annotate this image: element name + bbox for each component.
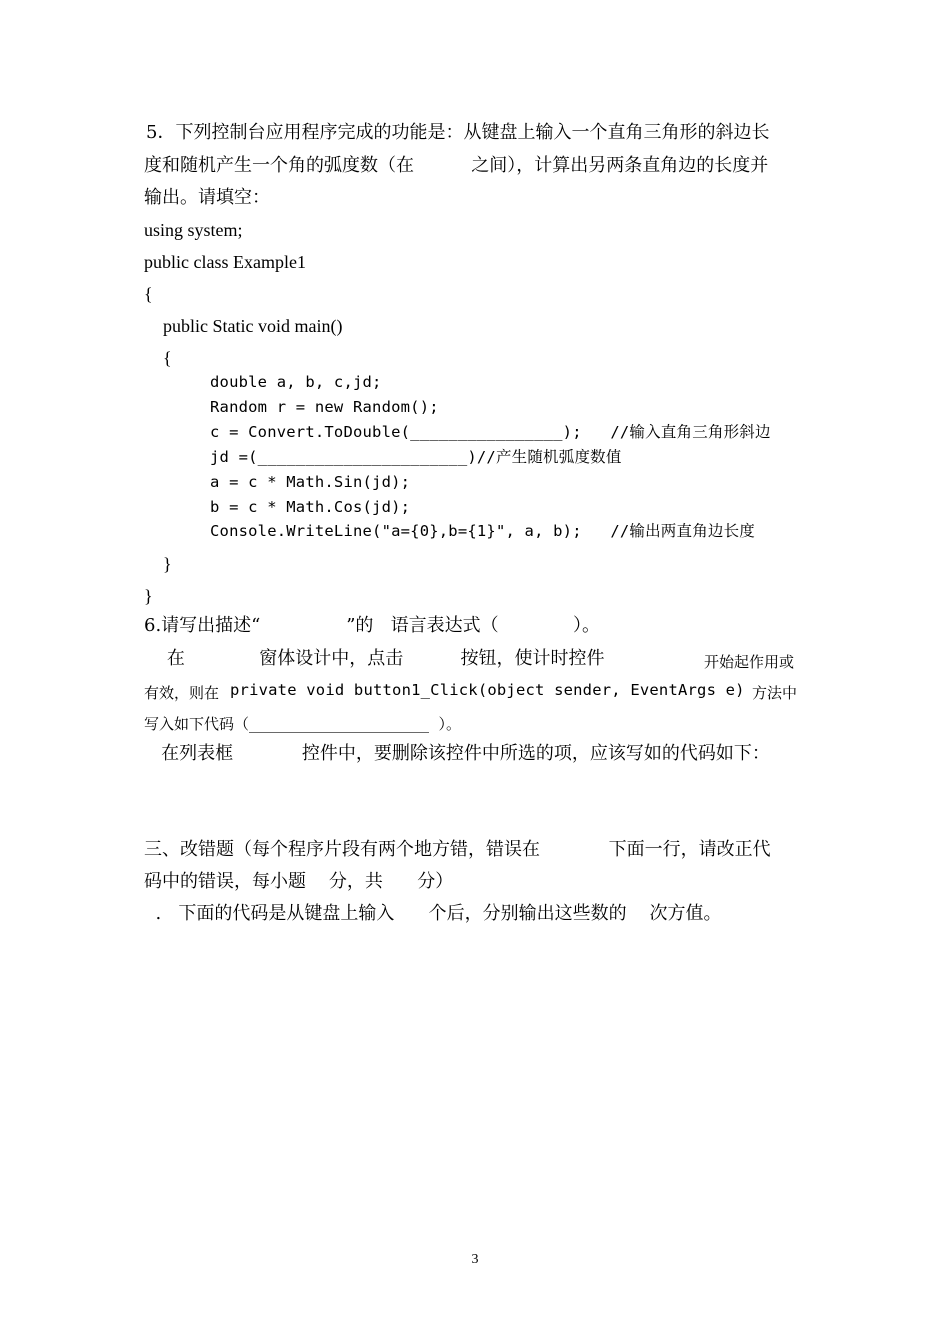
code-line-a: a = c * Math.Sin(jd); [210, 473, 411, 491]
code-using: using system; [144, 220, 243, 240]
q6-line-5: 在列表框 控件中，要删除该控件中所选的项，应该写如的代码如下： [144, 743, 770, 764]
code-line-c: c = Convert.ToDouble(________________); //输入直角三角形斜边 [210, 423, 771, 441]
q6-line-3c: 方法中 [752, 684, 798, 702]
page-number: 3 [471, 1252, 479, 1267]
q6-line-3a: 有效，则在 [144, 684, 220, 702]
section3-line-3: . 下面的代码是从键盘上输入 个后，分别输出这些数的 次方值。 [144, 903, 722, 924]
section3-line-1: 三、改错题（每个程序片段有两个地方错，错误在 下面一行，请改正代 [144, 839, 771, 860]
section3-line-2: 码中的错误，每小题 分，共 分） [144, 871, 454, 892]
code-line-console: Console.WriteLine("a={0},b={1}", a, b); //输出两直角边长度 [210, 522, 755, 540]
q6-line-2b: 开始起作用或 [704, 653, 795, 671]
q5-line-1: 5．下列控制台应用程序完成的功能是：从键盘上输入一个直角三角形的斜边长 [146, 122, 770, 143]
q6-line-3b: private void button1_Click(object sender, EventArgs e) [230, 681, 745, 699]
q5-line-3: 输出。请填空： [144, 187, 270, 208]
code-line-b: b = c * Math.Cos(jd); [210, 498, 411, 516]
code-open-class: { [144, 284, 153, 304]
q5-line-2: 度和随机产生一个角的弧度数（在 之间），计算出另两条直角边的长度并 [144, 155, 769, 176]
q6-line-2a: 在 窗体设计中，点击 按钮，使计时控件 [144, 648, 605, 669]
code-close-class: } [144, 586, 153, 606]
code-line-random: Random r = new Random(); [210, 398, 439, 416]
q6-line-1: 6.请写出描述“ ”的 语言表达式（ ）。 [144, 615, 600, 636]
code-line-jd: jd =(______________________)//产生随机弧度数值 [210, 448, 622, 466]
q6-line-4: 写入如下代码（________________________ ）。 [144, 715, 462, 733]
code-close-method: } [163, 554, 172, 574]
code-open-method: { [163, 348, 172, 368]
code-line-double: double a, b, c,jd; [210, 373, 382, 391]
code-method-decl: public Static void main() [163, 316, 343, 336]
code-class-decl: public class Example1 [144, 252, 306, 272]
